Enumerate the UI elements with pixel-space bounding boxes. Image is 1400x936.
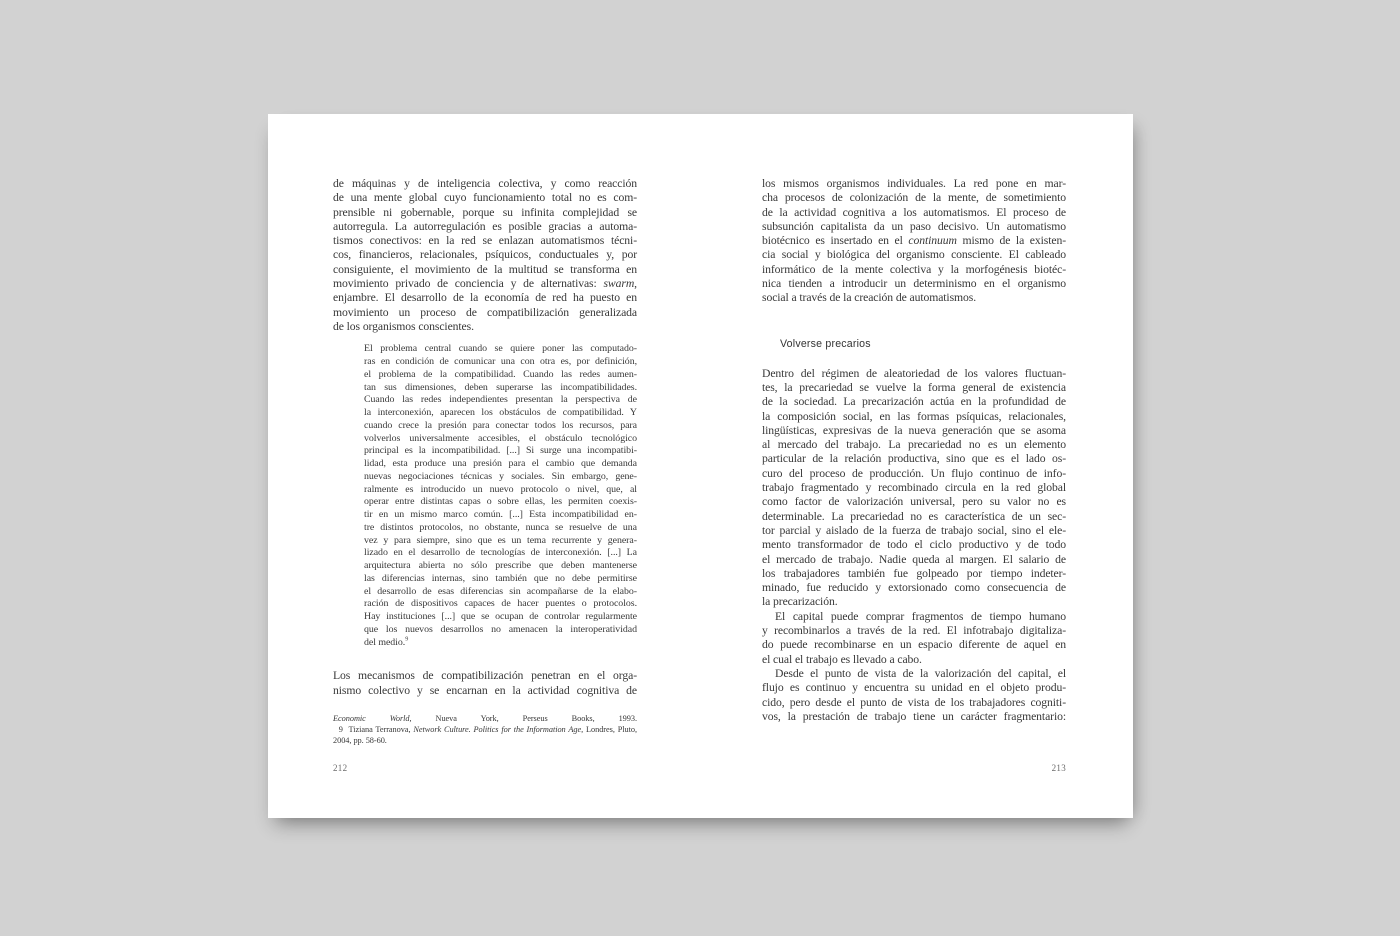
footnotes: Economic World, Nueva York, Perseus Books, 1993. 9 Tiziana Terranova, Network Culture. Politics for the Information Age, Londres, Pluto, 2004, pp. 58-60. [333,713,638,746]
body-paragraph: El capital puede comprar fragmentos de tiempo humano y recombinarlos a través de la red. El infotrabajo digitaliza- do puede recombinarse en un espacio diferente de aquel en el cual el trabajo es llevado a cabo. [762,609,1066,666]
right-page [762,114,1067,773]
left-page [333,114,638,773]
body-paragraph: de máquinas y de inteligencia colectiva, y como reacción de una mente global cuyo funcionamiento total no es com- prensible ni gobernable, porque su infinita complejidad se autorregula. La autorregulación es posible gracias a automa- tismos conectivos: en la red se enlazan automatismos técni- cos, financieros, relacionales, psíquicos, conductuales y, por consiguiente, el movimiento de la multitud se transforma en movimiento privado de conciencia y de alternativas: swarm, enjambre. El desarrollo de la economía de red ha puesto en movimiento un proceso de compatibilización generalizada de los organismos conscientes. [333,177,638,333]
page-number: 213 [1051,763,1066,773]
body-paragraph: los mismos organismos individuales. La red pone en mar- cha procesos de colonización de la mente, de sometimiento de la actividad cognitiva a los automatismos. El proceso de subsunción capitalista da un paso decisivo. Un automatismo biotécnico es insertado en el continuum mismo de la existen- cia social y biológica del organismo consciente. El cableado informático de la mente colectiva y la morfogénesis biotéc- nica tienden a introducir un determinismo en el organismo social a través de la creación de automatismos. [762,177,1066,305]
body-paragraph: Los mecanismos de compatibilización penetran en el orga- nismo colectivo y se encarnan en la actividad cognitiva de [333,669,637,697]
body-paragraph: Desde el punto de vista de la valorización del capital, el flujo es continuo y encuentra su unidad en el objeto produ- cido, pero desde el punto de vista de los trabajadores cogniti- vos, la prestación de trabajo tiene un carácter fragmentario: [762,666,1066,723]
book-spread [268,114,1133,818]
page-number: 212 [333,763,348,773]
body-paragraph: Dentro del régimen de aleatoriedad de los valores fluctuan- tes, la precariedad se vuelve la forma general de existencia de la sociedad. La precarización actúa en la profundidad de la composición social, en las formas psíquicas, relacionales, lingüísticas, expresivas de la nueva generación que se asoma al mercado del trabajo. La precariedad no es un elemento particular de la relación productiva, sino que es el lado os- curo del proceso de producción. Un flujo continuo de info- trabajo fragmentado y recombinado circula en la red global como factor de valorización universal, pero su valor no es determinable. La precariedad no es característica de un sec- tor parcial y aislado de la fuerza de trabajo social, sino el ele- mento transformador de todo el ciclo productivo y de todo el mercado de trabajo. Nadie queda al margen. El salario de los trabajadores también fue golpeado por tiempo indeter- minado, fue reducido y extorsionado como consecuencia de la precarización. [762,366,1067,609]
block-quote: El problema central cuando se quiere poner las computado- ras en condición de comunicar una con otra es, por definición, el problema de la compatibilidad. Cuando las redes aumen- tan sus dimensiones, deben superarse las incompatibilidades. Cuando las redes independientes presentan la perspectiva de la interconexión, aparecen los obstáculos de compatibilidad. Y cuando crece la presión para conectar todos los recursos, para volverlos universalmente accesibles, el obstáculo tecnológico principal es la incompatibilidad. [...] Si surge una incompatibi- lidad, esta produce una presión para el cambio que demanda nuevas negociaciones técnicas y sociales. Sin embargo, gene- ralmente es introducido un nuevo protocolo o nivel, que, al operar entre distintas capas o sobre ellas, les permiten coexis- tir en un mismo marco común. [...] Esta incompatibilidad en- tre distintos protocolos, no obstante, nunca se resuelve de una vez y para siempre, sino que es un tema recurrente y genera- lizado en el desarrollo de tecnologías de interconexión. [...] La arquitectura abierta no sólo prescribe que deben mantenerse las diferencias internas, sino también que no debe permitirse el desarrollo de esas diferencias sin acompañarse de la elabo- ración de dispositivos capaces de hacer puentes o protocolos. Hay instituciones [...] que se ocupan de controlar regularmente que los nuevos desarrollos no amenacen la interoperatividad del medio.$^9$ [364,343,638,648]
section-heading: Volverse precarios [780,337,871,350]
